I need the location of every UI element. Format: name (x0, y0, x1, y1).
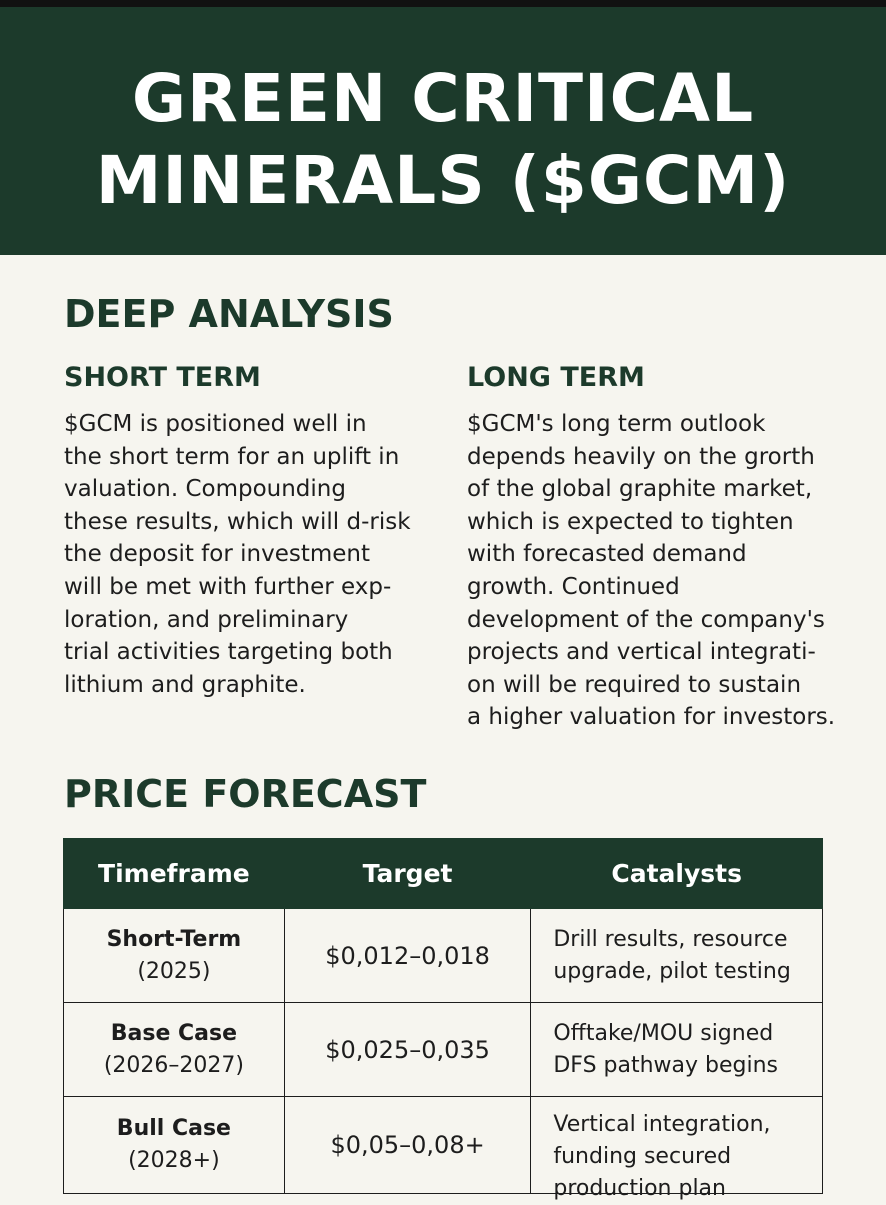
long-term-text (467, 408, 835, 734)
page-title-line-2: MINERALS ($GCM) (95, 142, 791, 219)
text-line: these results, which will d-risk (64, 508, 411, 535)
catalyst-line: upgrade, pilot testing (553, 958, 791, 984)
catalysts-cell (531, 909, 823, 1003)
text-line: depends heavily on the grorth (467, 443, 815, 470)
text-line: on will be required to sustain (467, 671, 802, 698)
catalyst-lines (553, 1109, 822, 1205)
catalysts-cell (531, 1003, 823, 1097)
text-line: which is expected to tighten (467, 508, 794, 535)
catalyst-line: funding secured (553, 1144, 732, 1169)
text-line: of the global graphite market, (467, 476, 813, 503)
timeframe-cell (64, 1097, 285, 1194)
timeframe-name: Bull Case (116, 1116, 231, 1141)
timeframe-name: Short-Term (106, 926, 242, 952)
catalyst-line: production plan (553, 1176, 726, 1201)
short-term-text (64, 408, 411, 701)
target-cell: $0,012–0,018 (284, 909, 531, 1003)
deep-analysis-heading: DEEP ANALYSIS (64, 292, 394, 336)
price-forecast-heading: PRICE FORECAST (64, 772, 427, 816)
table-row (64, 1003, 823, 1097)
catalyst-line: Vertical integration, (553, 1112, 771, 1137)
text-line: development of the company's (467, 606, 825, 633)
page-title-line-1: GREEN CRITICAL (131, 60, 755, 137)
table-header-row (64, 839, 823, 909)
table-row (64, 909, 823, 1003)
text-line: a higher valuation for investors. (467, 704, 836, 731)
text-line: projects and vertical integrati- (467, 639, 816, 666)
target-cell: $0,025–0,035 (284, 1003, 531, 1097)
text-line: the deposit for investment (64, 541, 370, 568)
text-line: will be met with further exp- (64, 573, 392, 600)
timeframe-period: (2028+) (128, 1148, 220, 1173)
short-term-heading: SHORT TERM (64, 362, 261, 393)
text-line: valuation. Compounding (64, 476, 346, 503)
column-header-target: Target (284, 839, 531, 909)
column-header-catalysts: Catalysts (531, 839, 823, 909)
timeframe-period: (2025) (137, 958, 211, 984)
text-line: lithium and graphite. (64, 671, 306, 698)
top-border (0, 0, 886, 7)
text-line: with forecasted demand (467, 541, 747, 568)
timeframe-period: (2026–2027) (103, 1052, 244, 1078)
text-line: growth. Continued (467, 573, 680, 600)
timeframe-name: Base Case (110, 1020, 238, 1046)
catalyst-line: Drill results, resource (553, 926, 788, 952)
text-line: trial activities targeting both (64, 639, 393, 666)
table-row (64, 1097, 823, 1194)
target-cell: $0,05–0,08+ (284, 1097, 531, 1194)
column-header-timeframe: Timeframe (64, 839, 285, 909)
text-line: loration, and preliminary (64, 606, 349, 633)
timeframe-cell (64, 1003, 285, 1097)
text-line: $GCM is positioned well in (64, 411, 367, 437)
long-term-heading: LONG TERM (467, 362, 645, 393)
text-line: the short term for an uplift in (64, 443, 400, 470)
catalyst-line: Offtake/MOU signed (553, 1020, 774, 1046)
timeframe-cell (64, 909, 285, 1003)
catalyst-line: DFS pathway begins (553, 1052, 779, 1078)
price-forecast-table (63, 838, 823, 1201)
catalysts-cell (531, 1097, 823, 1201)
title-banner (0, 7, 886, 255)
text-line: $GCM's long term outlook (467, 411, 766, 437)
